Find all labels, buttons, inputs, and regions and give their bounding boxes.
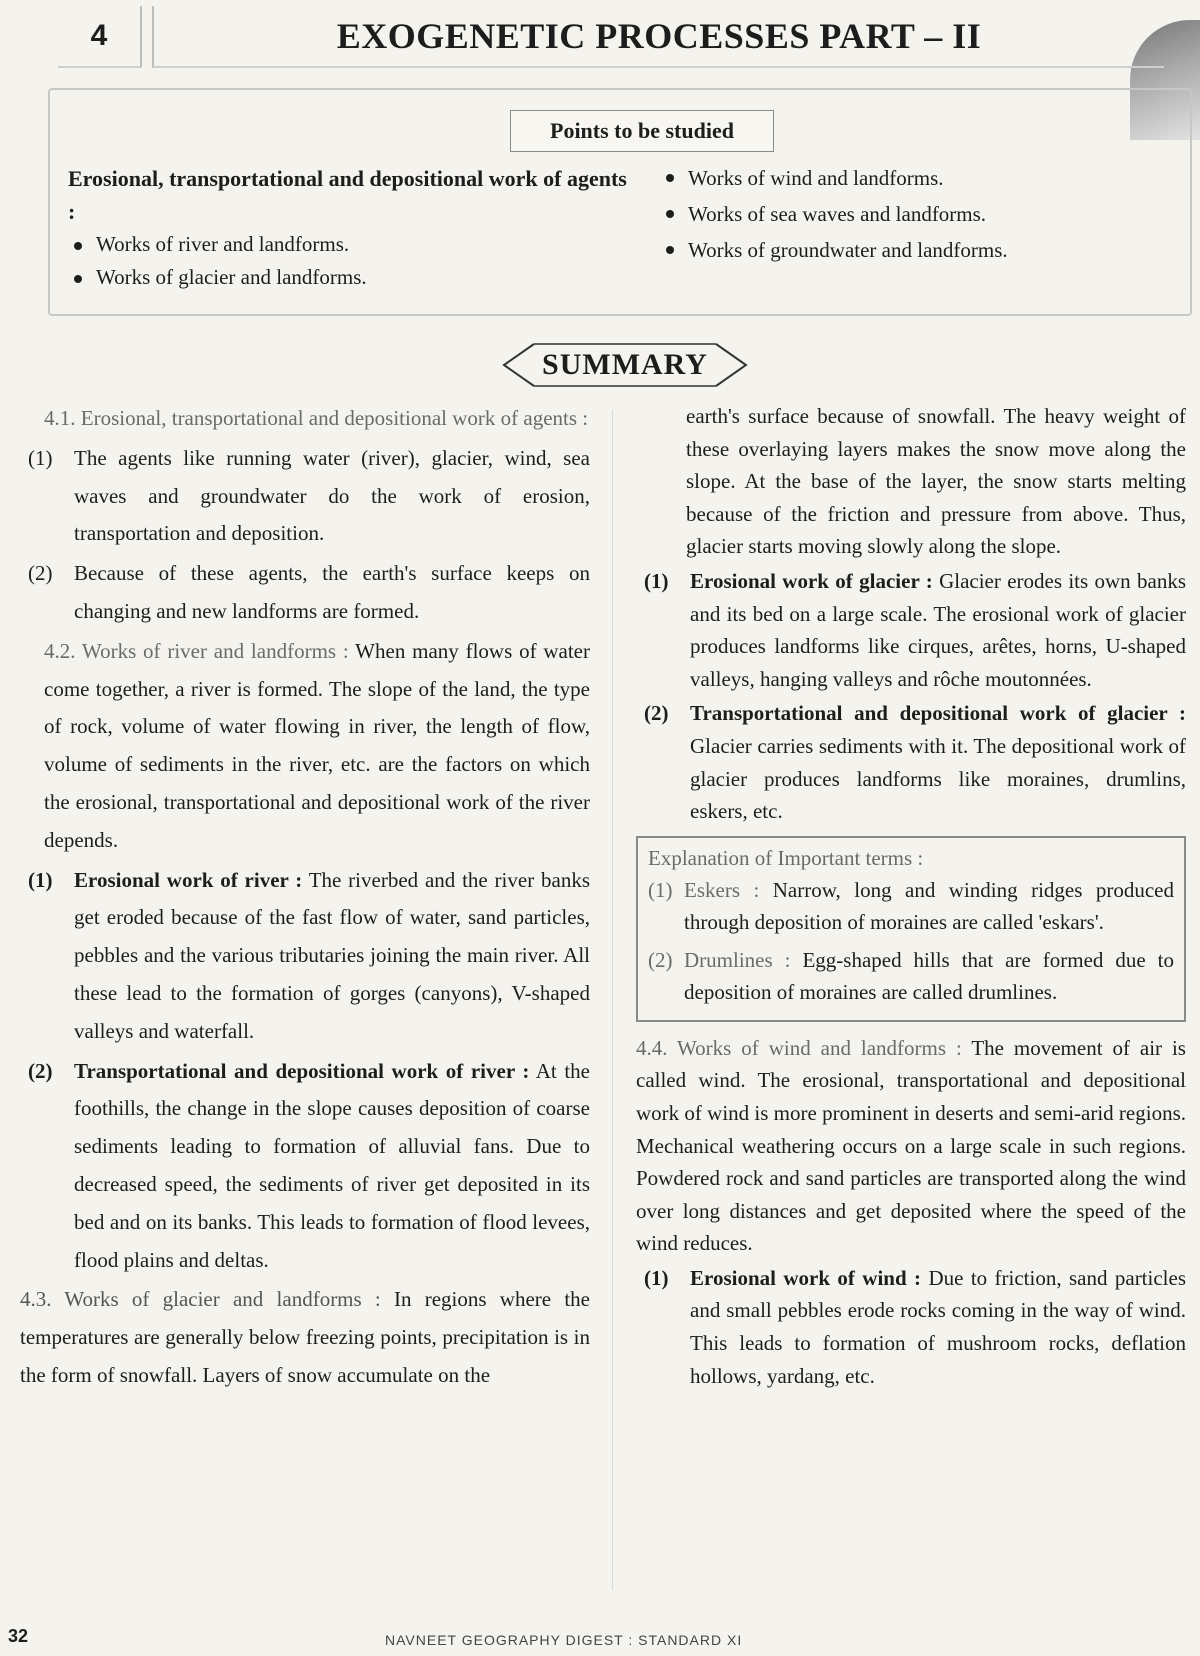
section-4-2-item-1 <box>20 862 590 1051</box>
item-text: Due to friction, sand particles and small pebbles erode rocks coming in the way of wind. This leads to formation of mushroom rocks, deflation hollows, yardang, etc. <box>690 1265 1186 1388</box>
page-number: 32 <box>8 1626 29 1646</box>
explanation-item-eskers <box>648 874 1174 938</box>
item-text: Glacier erodes its own banks and its bed on a large scale. The erosional work of glacier produces landforms like cirques, arêtes, horns, U-shaped valleys, hanging valleys and rôche moutonnées. <box>690 568 1186 691</box>
item-text: Glacier carries sediments with it. The depositional work of glacier produces landforms like moraines, drumlins, eskers, etc. <box>690 733 1186 824</box>
point-item-river: Works of river and landforms. <box>68 228 628 261</box>
right-column <box>636 400 1186 1394</box>
item-title: Erosional work of glacier : <box>690 568 933 593</box>
section-4-3-heading: 4.3. Works of glacier and landforms : <box>20 1287 381 1312</box>
term-definition: Egg-shaped hills that are formed due to deposition of moraines are called drumlines. <box>684 947 1175 1004</box>
summary-banner <box>500 340 750 390</box>
item-number: (2) <box>28 561 53 586</box>
item-number: (2) <box>28 1058 53 1083</box>
section-4-1-item-1 <box>20 440 590 553</box>
points-left-column <box>68 162 628 294</box>
term-label: Drumlines : <box>684 947 791 972</box>
item-number: (1) <box>648 877 673 902</box>
item-title: Erosional work of river : <box>74 867 303 892</box>
term-definition: Narrow, long and winding ridges produced through deposition of moraines are called 'eskars'. <box>684 877 1174 934</box>
item-text: At the foothills, the change in the slope causes deposition of coarse sediments leading to formation of alluvial fans. Due to decreased speed, the sediments of river get deposited in its bed and on its banks. This leads to formation of flood levees, flood plains and deltas. <box>74 1058 590 1272</box>
item-number: (2) <box>644 701 669 726</box>
item-title: Erosional work of wind : <box>690 1265 922 1290</box>
section-4-4-heading: 4.4. Works of wind and landforms : <box>636 1035 962 1060</box>
points-right-column <box>660 160 1180 268</box>
point-item-wind: Works of wind and landforms. <box>660 160 1180 196</box>
item-title: Transportational and depositional work of river : <box>74 1058 530 1083</box>
explanation-title: Explanation of Important terms : <box>648 845 924 870</box>
section-4-2 <box>20 633 590 860</box>
section-4-3-item-2 <box>636 697 1186 827</box>
section-4-4-item-1 <box>636 1262 1186 1392</box>
item-number: (1) <box>644 568 669 593</box>
item-text: The agents like running water (river), glacier, wind, sea waves and groundwater do the work of erosion, transportation and deposition. <box>74 445 590 546</box>
chapter-title-box <box>152 6 1164 68</box>
section-4-4 <box>636 1032 1186 1260</box>
column-divider <box>612 410 613 1590</box>
item-text: The riverbed and the river banks get eroded because of the fast flow of water, sand particles, pebbles and the various tributaries joining the main river. All these lead to the formation of gorges (canyons), V-shaped valleys and waterfall. <box>74 867 590 1043</box>
section-4-3-continued: earth's surface because of snowfall. The heavy weight of these overlaying layers makes the snow move along the slope. At the base of the layer, the snow starts melting because of the friction and pressure from above. Thus, glacier starts moving slowly along the slope. <box>686 404 1186 559</box>
item-number: (1) <box>28 445 53 470</box>
item-number: (1) <box>28 867 53 892</box>
section-4-2-item-2 <box>20 1053 590 1280</box>
section-4-4-text: The movement of air is called wind. The erosional, transportational and depositional work of wind is more prominent in deserts and semi-arid regions. Mechanical weathering occurs on a large scale in such regions. Powdered rock and sand particles are transported along the wind over long distances and get deposited where the speed of the wind reduces. <box>636 1035 1186 1256</box>
section-4-1-heading: 4.1. Erosional, transportational and depositional work of agents : <box>44 406 589 430</box>
point-item-glacier: Works of glacier and landforms. <box>68 261 628 294</box>
points-intro: Erosional, transportational and depositional work of agents : <box>68 166 627 224</box>
item-number: (2) <box>648 947 673 972</box>
section-4-2-heading: 4.2. Works of river and landforms : <box>44 638 349 663</box>
point-item-groundwater: Works of groundwater and landforms. <box>660 232 1180 268</box>
section-4-2-text: When many flows of water come together, a river is formed. The slope of the land, the type of rock, volume of water flowing in river, the length of flow, volume of sediments in the river, etc. are the factors on which the erosional, transportational and depositional work of the river depends. <box>44 638 591 852</box>
explanation-box <box>636 836 1186 1022</box>
points-heading: Points to be studied <box>510 110 774 152</box>
item-text: Because of these agents, the earth's surface keeps on changing and new landforms are formed. <box>74 561 590 623</box>
item-title: Transportational and depositional work of glacier : <box>690 701 1186 726</box>
chapter-title: EXOGENETIC PROCESSES PART – II <box>336 16 982 56</box>
section-4-3-item-1 <box>636 565 1186 695</box>
point-item-sea-waves: Works of sea waves and landforms. <box>660 196 1180 232</box>
summary-label: SUMMARY <box>542 348 708 381</box>
left-column <box>20 400 590 1397</box>
section-4-3-text: In regions where the temperatures are generally below freezing points, precipitation is in the form of snowfall. Layers of snow accumulate on the <box>20 1287 590 1387</box>
item-number: (1) <box>644 1265 669 1290</box>
term-label: Eskers : <box>684 877 760 902</box>
chapter-number: 4 <box>58 6 142 68</box>
section-4-3 <box>20 1281 590 1394</box>
explanation-item-drumlines <box>648 944 1174 1008</box>
footer-book-title: NAVNEET GEOGRAPHY DIGEST : STANDARD XI <box>385 1632 743 1648</box>
section-4-1-item-2 <box>20 555 590 631</box>
